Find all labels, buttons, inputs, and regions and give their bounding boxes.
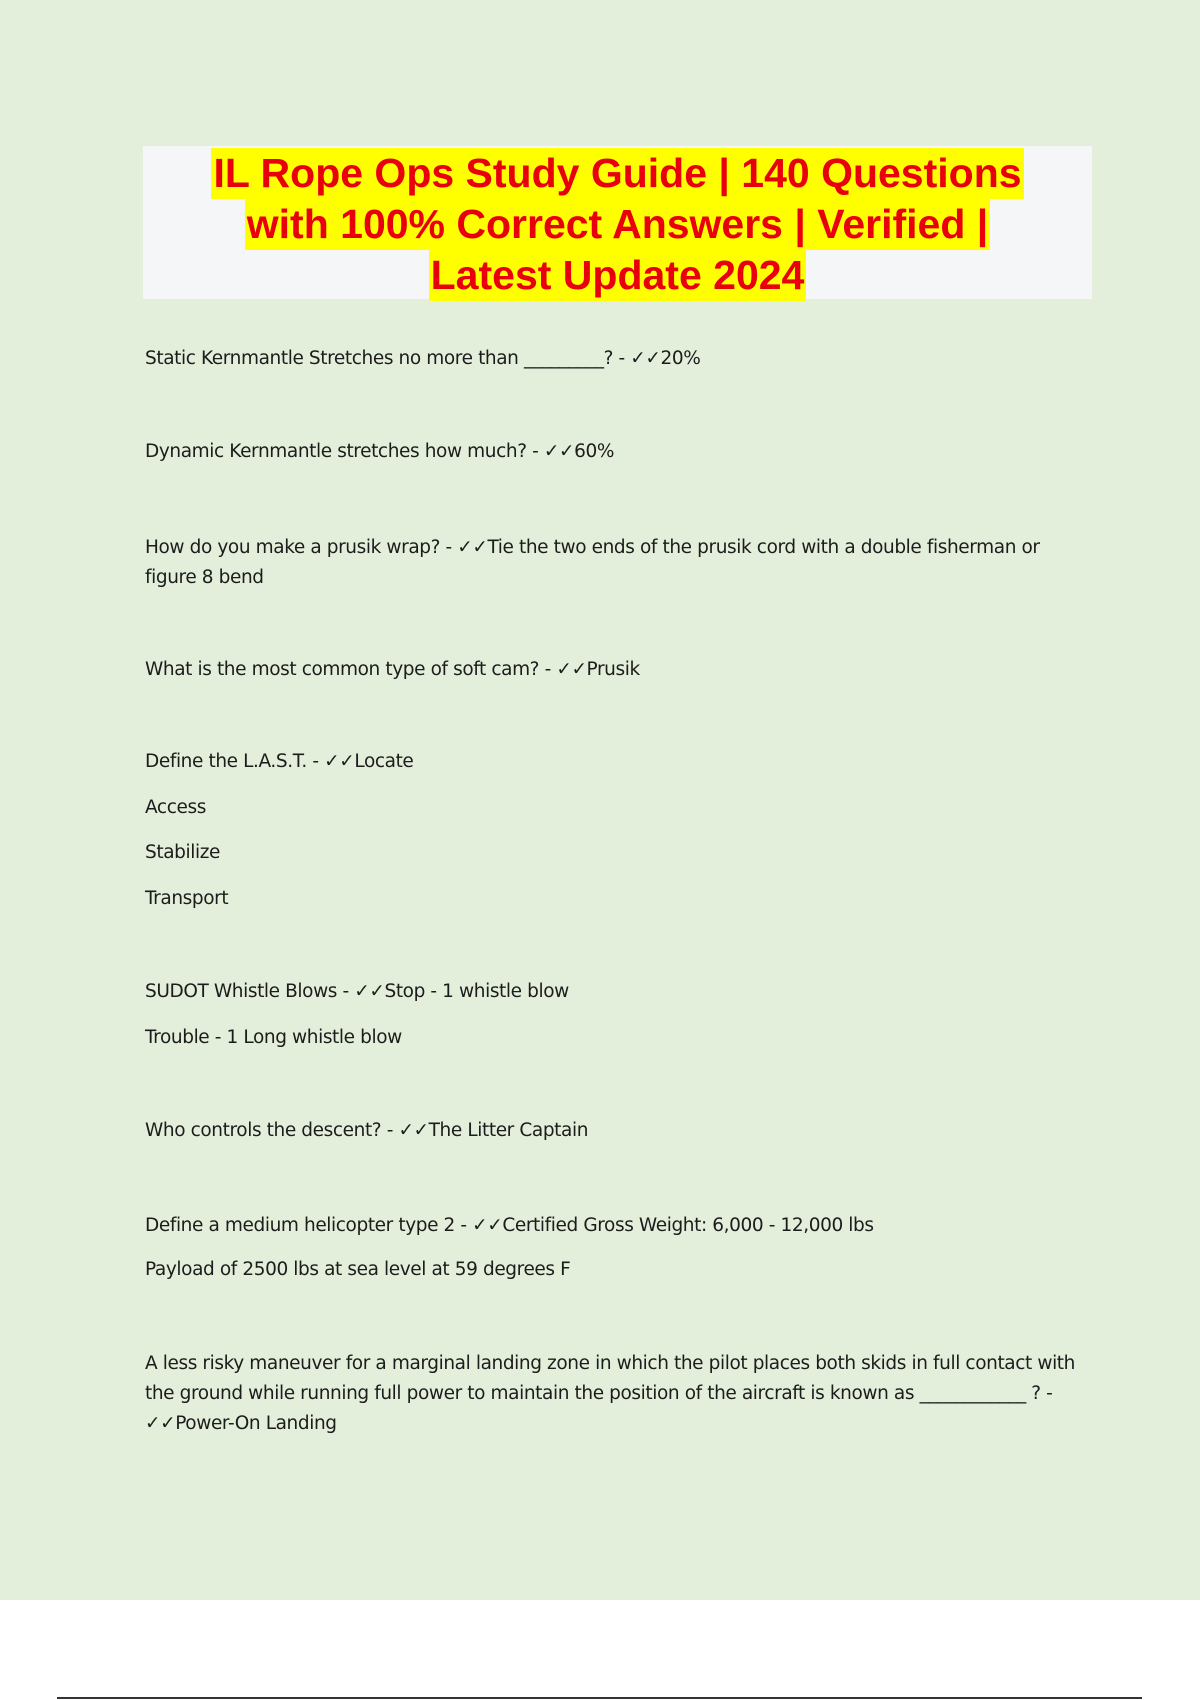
document-title — [143, 146, 1092, 301]
qa-dynamic-kernmantle: Dynamic Kernmantle stretches how much? - ✓✓60% — [145, 441, 615, 462]
qa-sudot-trouble: Trouble - 1 Long whistle blow — [145, 1027, 402, 1048]
qa-prusik-wrap: How do you make a prusik wrap? - ✓✓Tie the two ends of the prusik cord with a double fisherman or figure 8 bend — [145, 537, 1040, 588]
qa-descent-control: Who controls the descent? - ✓✓The Litter Captain — [145, 1120, 589, 1141]
qa-last-define: Define the L.A.S.T. - ✓✓Locate — [145, 751, 414, 772]
qa-medium-helicopter: Define a medium helicopter type 2 - ✓✓Certified Gross Weight: 6,000 - 12,000 lbs — [145, 1215, 874, 1236]
title-line-3: Latest Update 2024 — [429, 250, 807, 301]
qa-last-transport: Transport — [145, 888, 229, 909]
qa-last-access: Access — [145, 797, 206, 818]
title-line-1: IL Rope Ops Study Guide | 140 Questions — [211, 148, 1023, 199]
footer-divider — [57, 1697, 1142, 1699]
qa-power-on-landing: A less risky maneuver for a marginal landing zone in which the pilot places both skids in full contact with the ground while running full power to maintain the position of the aircraft is known as ____________ ? - ✓✓Power-On Landing — [145, 1353, 1075, 1434]
qa-helicopter-payload: Payload of 2500 lbs at sea level at 59 degrees F — [145, 1259, 571, 1280]
qa-soft-cam: What is the most common type of soft cam? - ✓✓Prusik — [145, 659, 640, 680]
qa-last-stabilize: Stabilize — [145, 842, 220, 863]
qa-static-kernmantle: Static Kernmantle Stretches no more than _________? - ✓✓20% — [145, 348, 701, 369]
qa-sudot-whistle: SUDOT Whistle Blows - ✓✓Stop - 1 whistle blow — [145, 981, 569, 1002]
title-banner — [143, 146, 1092, 299]
title-line-2: with 100% Correct Answers | Verified | — [245, 199, 990, 250]
